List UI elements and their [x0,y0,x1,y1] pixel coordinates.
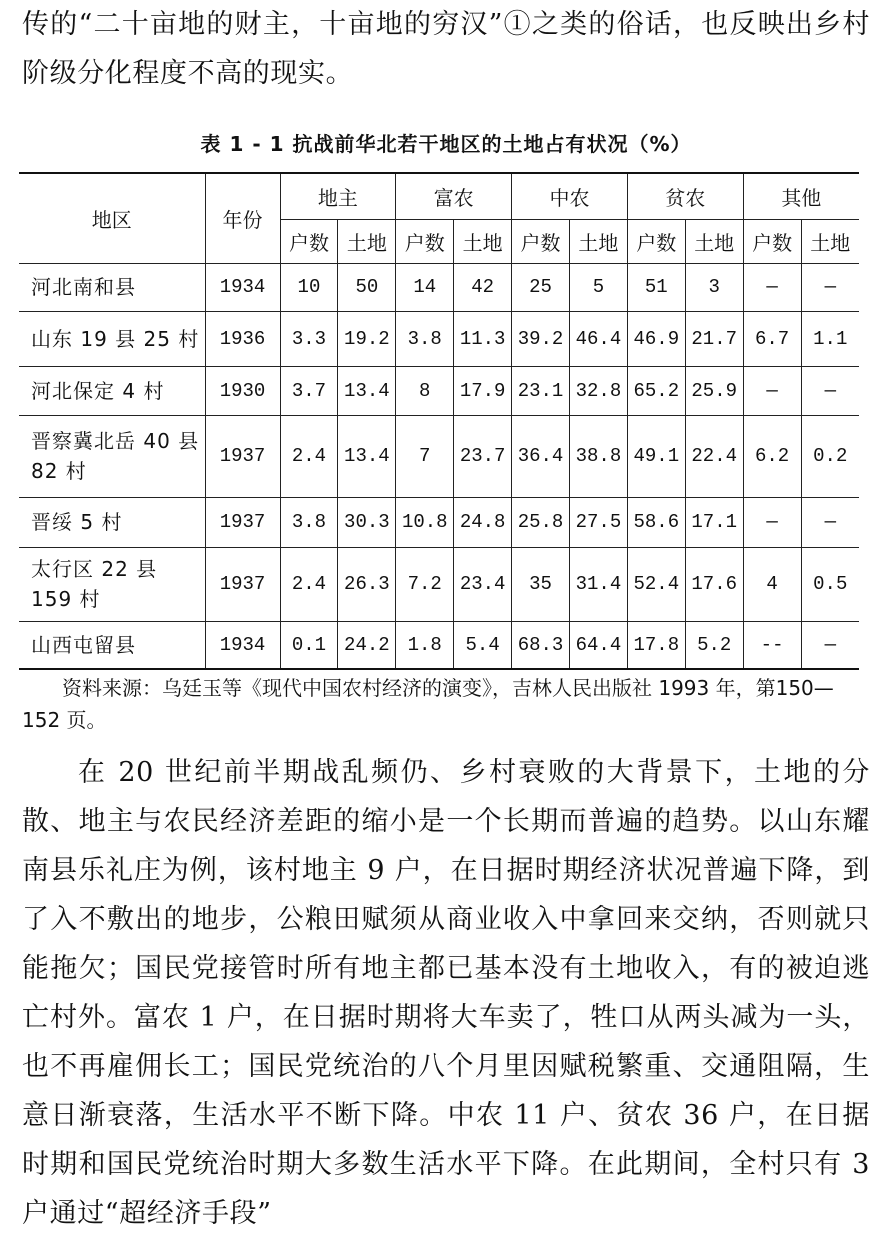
cell-region: 太行区 22 县 159 村 [19,547,205,621]
cell-value: 19.2 [338,311,396,366]
cell-value: 17.9 [454,366,512,415]
cell-value: 25 [512,263,570,311]
header-year: 年份 [205,173,280,263]
cell-value: 3 [685,263,743,311]
header-group-rich-peasant: 富农 [396,173,512,219]
cell-value: — [743,263,801,311]
body-paragraph [22,748,870,1238]
cell-year: 1937 [205,497,280,547]
cell-year: 1934 [205,621,280,669]
cell-value: 46.9 [627,311,685,366]
subheader-land: 土地 [338,219,396,263]
cell-value: 23.7 [454,415,512,497]
cell-value: 6.2 [743,415,801,497]
cell-value: 7 [396,415,454,497]
table-row [19,366,859,415]
cell-value: 21.7 [685,311,743,366]
header-group-poor-peasant: 贫农 [627,173,743,219]
cell-value: 51 [627,263,685,311]
cell-value: 31.4 [569,547,627,621]
cell-value: 46.4 [569,311,627,366]
cell-value: 10.8 [396,497,454,547]
cell-region: 山西屯留县 [19,621,205,669]
cell-value: 1.8 [396,621,454,669]
table-row [19,311,859,366]
cell-value: 8 [396,366,454,415]
cell-value: 30.3 [338,497,396,547]
header-region: 地区 [19,173,205,263]
cell-value: 42 [454,263,512,311]
cell-value: 5.2 [685,621,743,669]
table-row [19,497,859,547]
body-paragraph-text: 在 20 世纪前半期战乱频仍、乡村衰败的大背景下，土地的分散、地主与农民经济差距的缩小是一个长期而普遍的趋势。以山东耀南县乐礼庄为例，该村地主 9 户，在日据时期经济状况普遍下降，到了入不敷出的地步，公粮田赋须从商业收入中拿回来交纳，否则就只能拖欠；国民党接管时所有地主都已基本没有土地收入，有的被迫逃亡村外。富农 1 户，在日据时期将大车卖了，牲口从两头减为一头，也不再雇佣长工；国民党统治的八个月里因赋税繁重、交通阻隔，生意日渐衰落，生活水平不断下降。中农 11 户、贫农 36 户，在日据时期和国民党统治时期大多数生活水平下降。在此期间，全村只有 3 户通过“超经济手段” [22,757,870,1229]
cell-value: 32.8 [569,366,627,415]
subheader-households: 户数 [512,219,570,263]
cell-value: 3.7 [280,366,338,415]
cell-value: 52.4 [627,547,685,621]
cell-value: 17.1 [685,497,743,547]
cell-value: 6.7 [743,311,801,366]
cell-value: 13.4 [338,415,396,497]
cell-value: 68.3 [512,621,570,669]
cell-year: 1937 [205,415,280,497]
land-ownership-table [19,172,859,670]
cell-value: 14 [396,263,454,311]
cell-value: 17.6 [685,547,743,621]
cell-year: 1936 [205,311,280,366]
cell-value: 3.3 [280,311,338,366]
cell-value: 38.8 [569,415,627,497]
cell-value: 26.3 [338,547,396,621]
cell-value: 7.2 [396,547,454,621]
table-body [19,263,859,669]
cell-region: 河北保定 4 村 [19,366,205,415]
cell-value: 39.2 [512,311,570,366]
cell-value: — [743,497,801,547]
cell-value: 5.4 [454,621,512,669]
cell-value: — [801,497,859,547]
cell-value: 23.4 [454,547,512,621]
intro-paragraph: 传的“二十亩地的财主，十亩地的穷汉”①之类的俗话，也反映出乡村阶级分化程度不高的现实。 [22,9,870,89]
cell-value: 25.8 [512,497,570,547]
cell-value: -- [743,621,801,669]
source-note: 资料来源：乌廷玉等《现代中国农村经济的演变》，吉林人民出版社 1993 年，第150—152 页。 [22,676,834,732]
subheader-households: 户数 [627,219,685,263]
cell-value: 0.5 [801,547,859,621]
cell-value: 35 [512,547,570,621]
cell-value: 50 [338,263,396,311]
cell-value: 1.1 [801,311,859,366]
cell-value: 2.4 [280,415,338,497]
subheader-land: 土地 [569,219,627,263]
cell-region: 晋绥 5 村 [19,497,205,547]
header-group-other: 其他 [743,173,859,219]
cell-value: 5 [569,263,627,311]
cell-region: 河北南和县 [19,263,205,311]
cell-value: 24.8 [454,497,512,547]
subheader-households: 户数 [743,219,801,263]
cell-value: 10 [280,263,338,311]
cell-value: 23.1 [512,366,570,415]
cell-value: 24.2 [338,621,396,669]
cell-year: 1937 [205,547,280,621]
table-row [19,263,859,311]
cell-value: 0.1 [280,621,338,669]
cell-value: 3.8 [280,497,338,547]
cell-value: — [801,621,859,669]
cell-value: — [801,366,859,415]
table-caption: 表 1 - 1 抗战前华北若干地区的土地占有状况（%） [200,132,692,156]
cell-value: 27.5 [569,497,627,547]
header-group-middle-peasant: 中农 [512,173,628,219]
cell-year: 1930 [205,366,280,415]
table-row [19,547,859,621]
cell-value: 64.4 [569,621,627,669]
cell-value: 17.8 [627,621,685,669]
cell-value: 49.1 [627,415,685,497]
cell-value: 0.2 [801,415,859,497]
table-header-row [19,173,859,219]
cell-value: 2.4 [280,547,338,621]
cell-year: 1934 [205,263,280,311]
subheader-households: 户数 [396,219,454,263]
cell-region: 山东 19 县 25 村 [19,311,205,366]
cell-value: 4 [743,547,801,621]
cell-value: 36.4 [512,415,570,497]
cell-value: 25.9 [685,366,743,415]
table-row [19,415,859,497]
subheader-land: 土地 [685,219,743,263]
subheader-households: 户数 [280,219,338,263]
cell-value: 22.4 [685,415,743,497]
cell-region: 晋察冀北岳 40 县 82 村 [19,415,205,497]
cell-value: 11.3 [454,311,512,366]
cell-value: 3.8 [396,311,454,366]
cell-value: 13.4 [338,366,396,415]
cell-value: — [743,366,801,415]
subheader-land: 土地 [801,219,859,263]
table-row [19,621,859,669]
header-group-landlord: 地主 [280,173,396,219]
subheader-land: 土地 [454,219,512,263]
cell-value: — [801,263,859,311]
cell-value: 58.6 [627,497,685,547]
cell-value: 65.2 [627,366,685,415]
